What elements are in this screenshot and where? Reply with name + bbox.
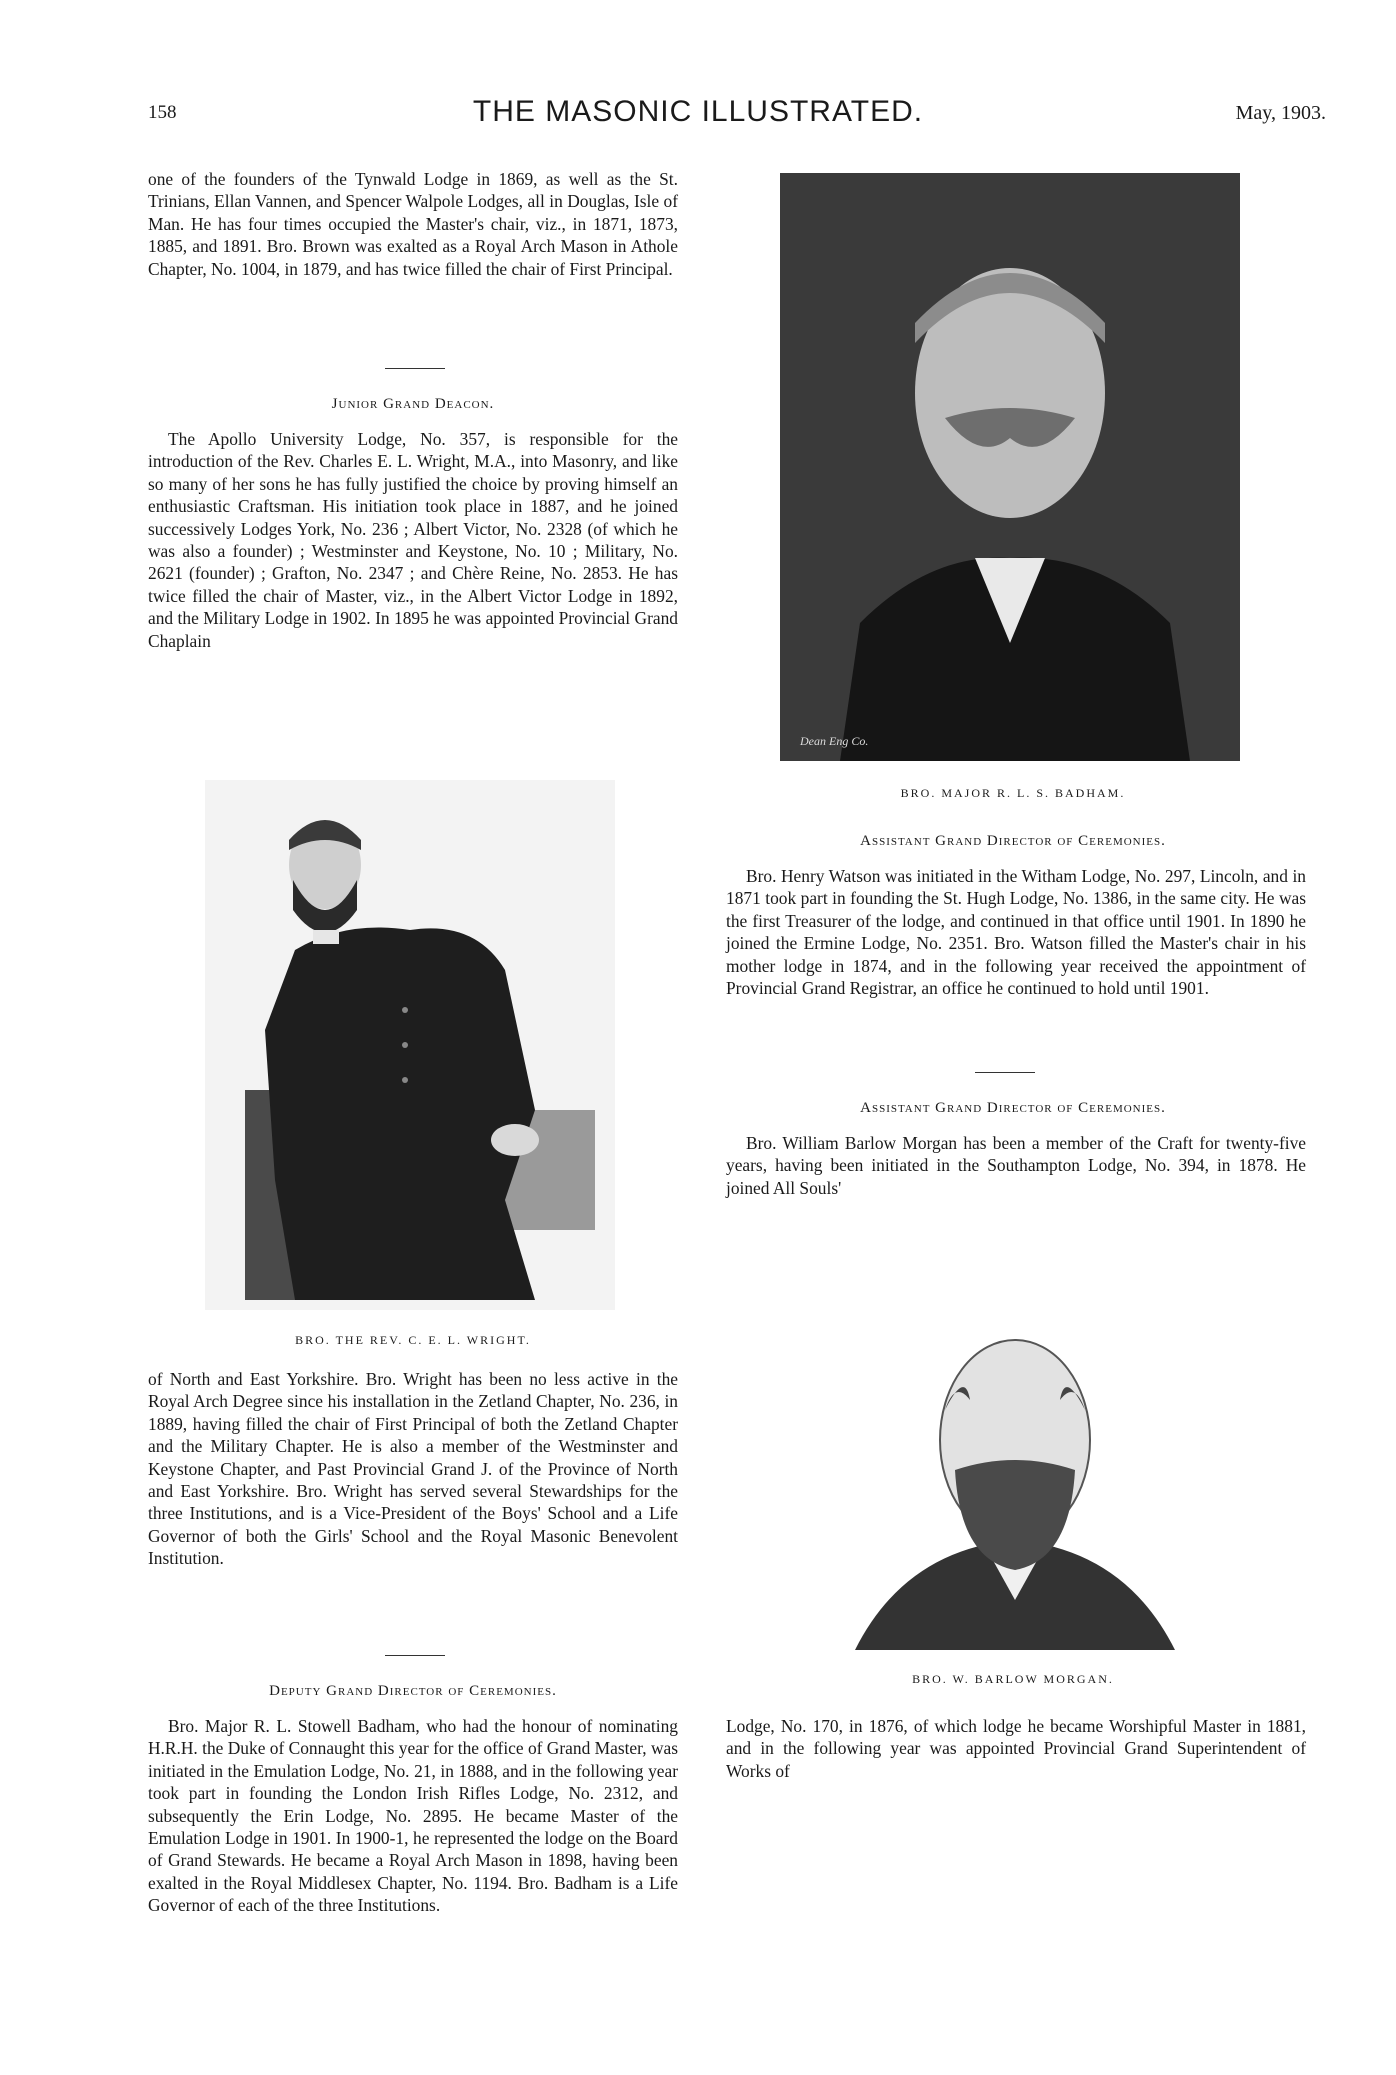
caption-morgan: BRO. W. BARLOW MORGAN. bbox=[912, 1672, 1114, 1686]
heading-assistant-grand-director-1: Assistant Grand Director of Ceremonies. bbox=[860, 833, 1166, 849]
intro-paragraph: one of the founders of the Tynwald Lodge in 1869, as well as the St. Trinians, Ellan Vannen, and Spencer Walpole Lodges, all in Douglas, Isle of Man. He has four times occupied the Master's chair, viz., in 1871, 1873, 1885, and 1891. Bro. Brown was exalted as a Royal Arch Mason in Athole Chapter, No. 1004, in 1879, and has twice filled the chair of First Principal. bbox=[148, 169, 678, 279]
issue-date: May, 1903. bbox=[1235, 102, 1326, 124]
watson-paragraph: Bro. Henry Watson was initiated in the Witham Lodge, No. 297, Lincoln, and in 1871 took part in founding the St. Hugh Lodge, No. 1386, in the same city. He was the first Treasurer of the lodge, and continued in that office until 1901. In 1890 he joined the Ermine Lodge, No. 2351. Bro. Watson filled the Master's chair in his mother lodge in 1874, and in the following year received the appointment of Provincial Grand Registrar, an office he continued to hold until 1901. bbox=[726, 866, 1306, 999]
badham-paragraph: Bro. Major R. L. Stowell Badham, who had the honour of nominating H.R.H. the Duke of Connaught this year for the office of Grand Master, was initiated in the Emulation Lodge, No. 21, in 1888, and in the following year took part in founding the London Irish Rifles Lodge, No. 2312, and subsequently the Erin Lodge, No. 2895. He became Master of the Emulation Lodge in 1901. In 1900-1, he represented the lodge on the Board of Grand Stewards. He became a Royal Arch Mason in 1898, having been exalted in the Royal Middlesex Chapter, No. 1194. Bro. Badham is a Life Governor of each of the three Institutions. bbox=[148, 1716, 678, 1916]
heading-junior-grand-deacon: Junior Grand Deacon. bbox=[331, 396, 495, 412]
section-divider bbox=[975, 1072, 1035, 1073]
morgan-paragraph-1: Bro. William Barlow Morgan has been a member of the Craft for twenty-five years, having been initiated in the Southampton Lodge, No. 394, in 1878. He joined All Souls' bbox=[726, 1133, 1306, 1198]
portrait-wright bbox=[205, 780, 615, 1310]
page-number: 158 bbox=[148, 102, 177, 123]
caption-badham: BRO. MAJOR R. L. S. BADHAM. bbox=[900, 786, 1126, 800]
morgan-paragraph-2: Lodge, No. 170, in 1876, of which lodge he became Worshipful Master in 1881, and in the following year was appointed Provincial Grand Superintendent of Works of bbox=[726, 1716, 1306, 1781]
heading-deputy-grand-director: Deputy Grand Director of Ceremonies. bbox=[269, 1683, 557, 1699]
photo-credit: Dean Eng Co. bbox=[800, 734, 869, 748]
wright-paragraph-1: The Apollo University Lodge, No. 357, is responsible for the introduction of the Rev. Charles E. L. Wright, M.A., into Masonry, and like so many of her sons he has fully justified the choice by proving himself an enthusiastic Craftsman. His initiation took place in 1887, and he joined successively Lodges York, No. 236 ; Albert Victor, No. 2328 (of which he was also a founder) ; Westminster and Keystone, No. 10 ; Military, No. 2621 (founder) ; Grafton, No. 2347 ; and Chère Reine, No. 2853. He has twice filled the chair of Master, viz., in the Albert Victor Lodge in 1892, and the Military Lodge in 1902. In 1895 he was appointed Provincial Grand Chaplain bbox=[148, 429, 678, 651]
publication-title: THE MASONIC ILLUSTRATED. bbox=[472, 95, 924, 128]
wright-paragraph-2: of North and East Yorkshire. Bro. Wright has been no less active in the Royal Arch Degree since his installation in the Zetland Chapter, No. 236, in 1889, having filled the chair of First Principal of both the Zetland Chapter and the Military Chapter. He is also a member of the Westminster and Keystone Chapter, and Past Provincial Grand J. of the Province of North and East Yorkshire. Bro. Wright has served several Stewardships for the three Institutions, and is a Vice-President of the Boys' School and a Life Governor of both the Girls' School and the Royal Masonic Benevolent Institution. bbox=[148, 1369, 678, 1569]
caption-wright: BRO. THE REV. C. E. L. WRIGHT. bbox=[295, 1333, 531, 1347]
section-divider bbox=[385, 1655, 445, 1656]
portrait-badham bbox=[780, 173, 1240, 761]
section-divider bbox=[385, 368, 445, 369]
heading-assistant-grand-director-2: Assistant Grand Director of Ceremonies. bbox=[860, 1100, 1166, 1116]
portrait-morgan bbox=[845, 1300, 1185, 1650]
